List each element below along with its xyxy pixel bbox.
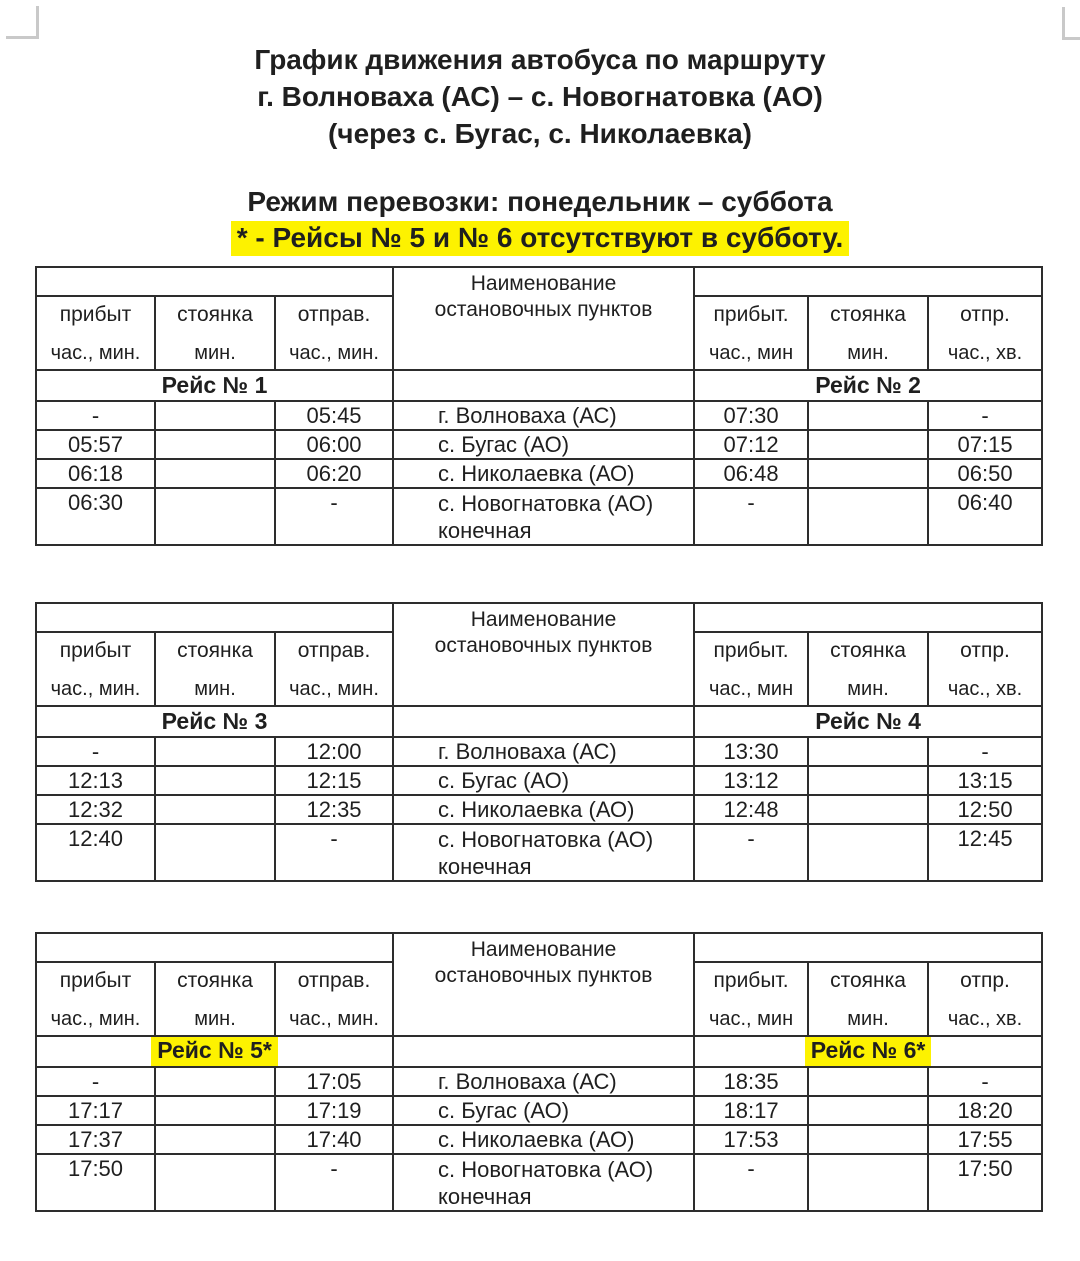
header-spacer-right bbox=[694, 933, 1042, 962]
trip-row-spacer bbox=[393, 706, 694, 737]
depart-time-cell: 12:35 bbox=[275, 795, 393, 824]
stop-min-cell bbox=[155, 824, 275, 881]
trip-2-label: Рейс № 2 bbox=[815, 372, 921, 398]
trip-3-label: Рейс № 3 bbox=[161, 708, 268, 734]
table-row bbox=[36, 1154, 1042, 1211]
stop-min-cell bbox=[808, 488, 928, 545]
stop-min-cell bbox=[155, 459, 275, 488]
service-mode-line: Режим перевозки: понедельник – суббота bbox=[247, 186, 833, 217]
table-row bbox=[36, 795, 1042, 824]
arrive-time-cell: 12:48 bbox=[694, 795, 808, 824]
col-header-stop-right: стоянка мин. bbox=[808, 296, 928, 370]
arrive-time-cell: 06:48 bbox=[694, 459, 808, 488]
depart-time-cell: 12:15 bbox=[275, 766, 393, 795]
footnote-highlight: * - Рейсы № 5 и № 6 отсутствуют в субботу. bbox=[231, 221, 850, 256]
crop-corner-right-icon bbox=[1062, 7, 1080, 40]
table-row bbox=[36, 766, 1042, 795]
arrive-time-cell: - bbox=[694, 488, 808, 545]
table-row bbox=[36, 737, 1042, 766]
arrive-time-cell: 12:32 bbox=[36, 795, 155, 824]
title-line-1: График движения автобуса по маршруту bbox=[254, 44, 826, 75]
table-row bbox=[36, 1096, 1042, 1125]
trip-label-cell-left bbox=[36, 706, 393, 737]
trip-label-cell-right bbox=[694, 1036, 1042, 1067]
timetable-trip-1-2 bbox=[35, 266, 1043, 546]
station-name-cell: с. Николаевка (АО) bbox=[393, 795, 694, 824]
col-header-stop-left: стоянка мин. bbox=[155, 632, 275, 706]
depart-time-cell: 18:20 bbox=[928, 1096, 1042, 1125]
arrive-time-cell: - bbox=[36, 737, 155, 766]
station-name-cell: с. Бугас (АО) bbox=[393, 1096, 694, 1125]
timetable-trip-5-6 bbox=[35, 932, 1043, 1212]
footnote-line bbox=[0, 221, 1080, 256]
arrive-time-cell: 13:12 bbox=[694, 766, 808, 795]
depart-time-cell: 06:00 bbox=[275, 430, 393, 459]
depart-time-cell: 06:40 bbox=[928, 488, 1042, 545]
trip-6-label: Рейс № 6* bbox=[805, 1037, 932, 1066]
depart-time-cell: 17:55 bbox=[928, 1125, 1042, 1154]
station-name-cell: г. Волноваха (АС) bbox=[393, 1067, 694, 1096]
depart-time-cell: 06:50 bbox=[928, 459, 1042, 488]
header-spacer-right bbox=[694, 603, 1042, 632]
stop-min-cell bbox=[808, 1125, 928, 1154]
table-row bbox=[36, 824, 1042, 881]
document-title bbox=[0, 41, 1080, 152]
depart-time-cell: 17:40 bbox=[275, 1125, 393, 1154]
depart-time-cell: 17:19 bbox=[275, 1096, 393, 1125]
arrive-time-cell: 05:57 bbox=[36, 430, 155, 459]
stop-min-cell bbox=[155, 1125, 275, 1154]
trip-label-cell-right bbox=[694, 370, 1042, 401]
station-name-cell: г. Волноваха (АС) bbox=[393, 737, 694, 766]
station-column-header: Наименование остановочных пунктов bbox=[393, 603, 694, 706]
depart-time-cell: 06:20 bbox=[275, 459, 393, 488]
depart-time-cell: - bbox=[928, 737, 1042, 766]
table-row bbox=[36, 459, 1042, 488]
station-column-header: Наименование остановочных пунктов bbox=[393, 267, 694, 370]
arrive-time-cell: - bbox=[694, 824, 808, 881]
depart-time-cell: 05:45 bbox=[275, 401, 393, 430]
arrive-time-cell: 12:13 bbox=[36, 766, 155, 795]
stop-min-cell bbox=[155, 1067, 275, 1096]
arrive-time-cell: 17:37 bbox=[36, 1125, 155, 1154]
col-header-depart-right: отпр. час., хв. bbox=[928, 962, 1042, 1036]
col-header-arrive-left: прибыт час., мин. bbox=[36, 962, 155, 1036]
stop-min-cell bbox=[155, 737, 275, 766]
stop-min-cell bbox=[808, 737, 928, 766]
col-header-depart-left: отправ. час., мин. bbox=[275, 632, 393, 706]
trip-5-label: Рейс № 5* bbox=[151, 1037, 278, 1066]
depart-time-cell: - bbox=[928, 401, 1042, 430]
col-header-stop-left: стоянка мин. bbox=[155, 962, 275, 1036]
col-header-arrive-right: прибыт. час., мин bbox=[694, 962, 808, 1036]
table-row bbox=[36, 430, 1042, 459]
depart-time-cell: 17:05 bbox=[275, 1067, 393, 1096]
stop-min-cell bbox=[808, 459, 928, 488]
header-spacer-left bbox=[36, 267, 393, 296]
stop-min-cell bbox=[808, 766, 928, 795]
arrive-time-cell: 18:35 bbox=[694, 1067, 808, 1096]
table-row bbox=[36, 1125, 1042, 1154]
col-header-depart-left: отправ. час., мин. bbox=[275, 962, 393, 1036]
col-header-arrive-right: прибыт. час., мин bbox=[694, 296, 808, 370]
depart-time-cell: 07:15 bbox=[928, 430, 1042, 459]
station-name-cell: с. Николаевка (АО) bbox=[393, 459, 694, 488]
depart-time-cell: 12:00 bbox=[275, 737, 393, 766]
col-header-stop-left: стоянка мин. bbox=[155, 296, 275, 370]
col-header-stop-right: стоянка мин. bbox=[808, 962, 928, 1036]
stop-min-cell bbox=[155, 766, 275, 795]
arrive-time-cell: 13:30 bbox=[694, 737, 808, 766]
arrive-time-cell: 07:12 bbox=[694, 430, 808, 459]
arrive-time-cell: 07:30 bbox=[694, 401, 808, 430]
stop-min-cell bbox=[155, 1154, 275, 1211]
station-name-cell: г. Волноваха (АС) bbox=[393, 401, 694, 430]
depart-time-cell: 17:50 bbox=[928, 1154, 1042, 1211]
col-header-depart-left: отправ. час., мин. bbox=[275, 296, 393, 370]
stop-min-cell bbox=[155, 1096, 275, 1125]
trip-4-label: Рейс № 4 bbox=[815, 708, 921, 734]
stop-min-cell bbox=[808, 401, 928, 430]
depart-time-cell: - bbox=[928, 1067, 1042, 1096]
table-row bbox=[36, 401, 1042, 430]
stop-min-cell bbox=[808, 1096, 928, 1125]
stop-min-cell bbox=[808, 430, 928, 459]
crop-corner-left-icon bbox=[6, 6, 39, 39]
trip-row-spacer bbox=[393, 1036, 694, 1067]
col-header-arrive-left: прибыт час., мин. bbox=[36, 296, 155, 370]
trip-1-label: Рейс № 1 bbox=[161, 372, 268, 398]
station-name-cell: с. Новогнатовка (АО) конечная bbox=[393, 824, 694, 881]
arrive-time-cell: 17:17 bbox=[36, 1096, 155, 1125]
trip-label-cell-left bbox=[36, 1036, 393, 1067]
depart-time-cell: - bbox=[275, 824, 393, 881]
col-header-depart-right: отпр. час., хв. bbox=[928, 632, 1042, 706]
depart-time-cell: - bbox=[275, 488, 393, 545]
col-header-arrive-left: прибыт час., мин. bbox=[36, 632, 155, 706]
arrive-time-cell: 18:17 bbox=[694, 1096, 808, 1125]
trip-label-cell-left bbox=[36, 370, 393, 401]
trip-row-spacer bbox=[393, 370, 694, 401]
col-header-arrive-right: прибыт. час., мин bbox=[694, 632, 808, 706]
header-spacer-right bbox=[694, 267, 1042, 296]
stop-min-cell bbox=[155, 795, 275, 824]
stop-min-cell bbox=[808, 1067, 928, 1096]
stop-min-cell bbox=[808, 795, 928, 824]
table-row bbox=[36, 1067, 1042, 1096]
arrive-time-cell: 12:40 bbox=[36, 824, 155, 881]
station-name-cell: с. Бугас (АО) bbox=[393, 430, 694, 459]
stop-min-cell bbox=[808, 1154, 928, 1211]
arrive-time-cell: - bbox=[36, 1067, 155, 1096]
station-name-cell: с. Николаевка (АО) bbox=[393, 1125, 694, 1154]
station-column-header: Наименование остановочных пунктов bbox=[393, 933, 694, 1036]
station-name-cell: с. Бугас (АО) bbox=[393, 766, 694, 795]
arrive-time-cell: 06:30 bbox=[36, 488, 155, 545]
arrive-time-cell: 06:18 bbox=[36, 459, 155, 488]
title-line-3: (через с. Бугас, с. Николаевка) bbox=[327, 118, 753, 149]
arrive-time-cell: 17:50 bbox=[36, 1154, 155, 1211]
table-row bbox=[36, 488, 1042, 545]
trip-label-cell-right bbox=[694, 706, 1042, 737]
stop-min-cell bbox=[808, 824, 928, 881]
col-header-depart-right: отпр. час., хв. bbox=[928, 296, 1042, 370]
depart-time-cell: 13:15 bbox=[928, 766, 1042, 795]
station-name-cell: с. Новогнатовка (АО) конечная bbox=[393, 488, 694, 545]
arrive-time-cell: - bbox=[694, 1154, 808, 1211]
depart-time-cell: 12:50 bbox=[928, 795, 1042, 824]
header-spacer-left bbox=[36, 933, 393, 962]
arrive-time-cell: 17:53 bbox=[694, 1125, 808, 1154]
title-line-2: г. Волноваха (АС) – с. Новогнатовка (АО) bbox=[257, 81, 823, 112]
header-spacer-left bbox=[36, 603, 393, 632]
stop-min-cell bbox=[155, 401, 275, 430]
stop-min-cell bbox=[155, 488, 275, 545]
stop-min-cell bbox=[155, 430, 275, 459]
depart-time-cell: 12:45 bbox=[928, 824, 1042, 881]
timetable-trip-3-4 bbox=[35, 602, 1043, 882]
depart-time-cell: - bbox=[275, 1154, 393, 1211]
col-header-stop-right: стоянка мин. bbox=[808, 632, 928, 706]
station-name-cell: с. Новогнатовка (АО) конечная bbox=[393, 1154, 694, 1211]
arrive-time-cell: - bbox=[36, 401, 155, 430]
